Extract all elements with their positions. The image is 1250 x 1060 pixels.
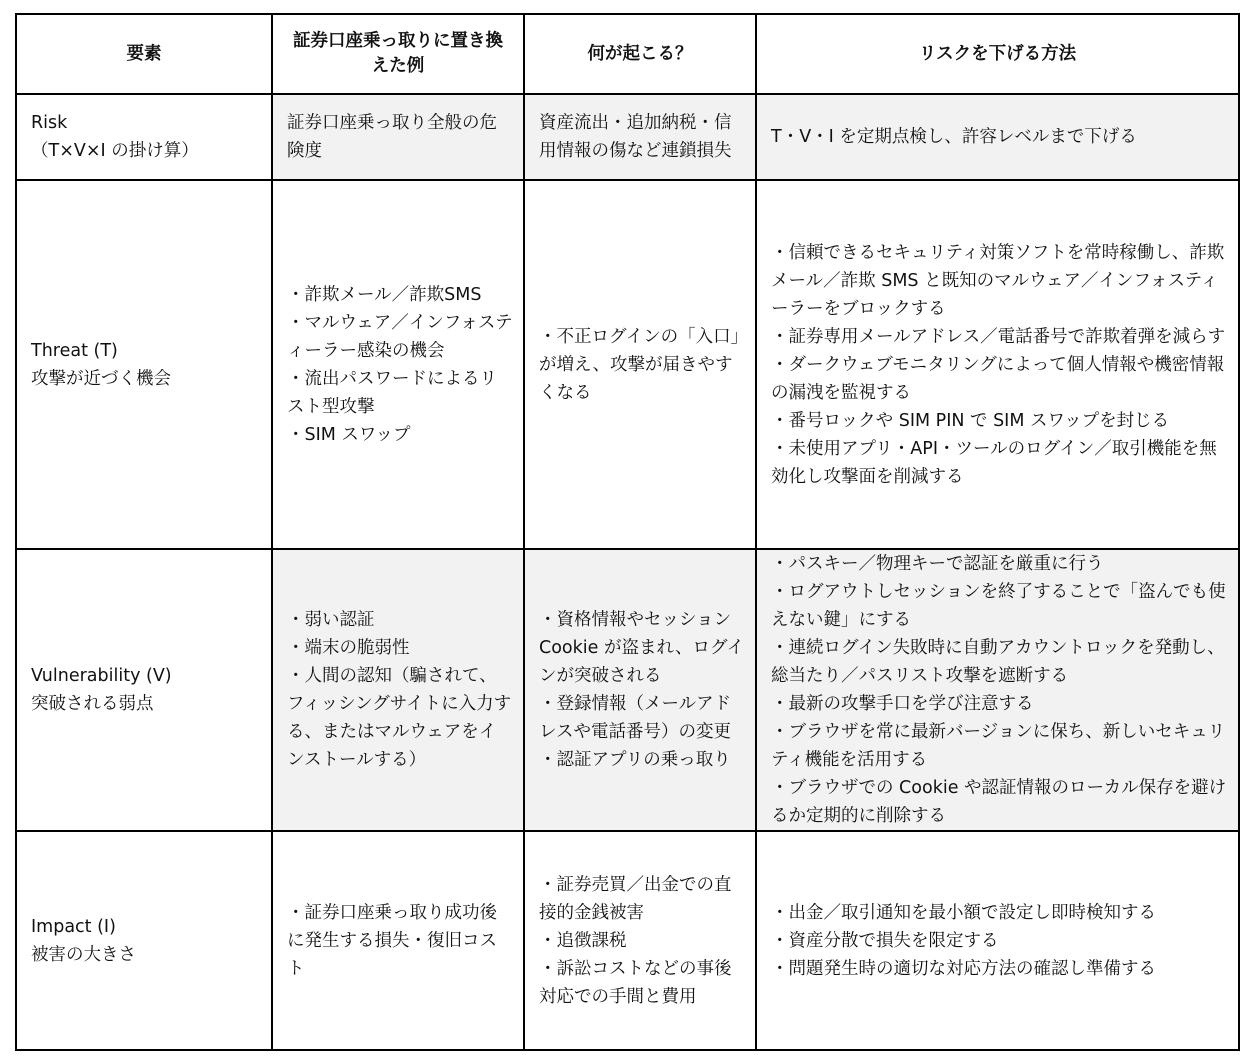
consequence-item: 資産流出・追加納税・信用情報の傷など連鎖損失 — [539, 113, 732, 161]
mitigation-cell — [756, 180, 1239, 549]
header-element: 要素 — [16, 14, 272, 94]
mitigation-cell — [756, 549, 1239, 831]
mitigation-item: ・ログアウトしセッションを終了することで「盗んでも使えない鍵」にする — [771, 582, 1226, 630]
mitigation-item: ・パスキー／物理キーで認証を厳重に行う — [771, 554, 1104, 574]
example-item: ・流出パスワードによるリスト型攻撃 — [287, 368, 497, 417]
consequence-item: ・訴訟コストなどの事後対応での手間と費用 — [539, 958, 732, 1007]
mitigation-item: ・問題発生時の適切な対応方法の確認し準備する — [771, 958, 1156, 979]
example-item: ・人間の認知（騙されて、フィッシングサイトに入力する、またはマルウェアをインストールする） — [287, 666, 512, 770]
element-description: （T×V×I の掛け算） — [31, 141, 199, 161]
example-cell — [272, 549, 524, 831]
header-consequence: 何が起こる？ — [524, 14, 756, 94]
consequence-cell — [524, 831, 756, 1050]
mitigation-item: ・出金／取引通知を最小額で設定し即時検知する — [771, 902, 1156, 923]
risk-table — [15, 13, 1240, 1051]
consequence-cell — [524, 94, 756, 180]
example-item: ・詐欺メール／詐欺SMS — [287, 284, 482, 305]
mitigation-item: ・連続ログイン失敗時に自動アカウントロックを発動し、総当たり／パスリスト攻撃を遮断する — [771, 638, 1225, 686]
header-example: 証券口座乗っ取りに置き換えた例 — [272, 14, 524, 94]
header-mitigation: リスクを下げる方法 — [756, 14, 1239, 94]
consequence-item: ・不正ログインの「入口」が増え、攻撃が届きやすくなる — [539, 326, 740, 403]
mitigation-item: ・最新の攻撃手口を学び注意する — [771, 694, 1034, 714]
mitigation-item: ・信頼できるセキュリティ対策ソフトを常時稼働し、詐欺メール／詐欺 SMS と既知のマルウェア／インフォスティーラーをブロックする — [771, 242, 1225, 319]
element-name: Vulnerability (V) — [31, 666, 172, 686]
example-cell — [272, 180, 524, 549]
example-item: ・マルウェア／インフォスティーラー感染の機会 — [287, 312, 513, 361]
table-row-vulnerability — [16, 549, 1239, 831]
example-item: ・証券口座乗っ取り成功後に発生する損失・復旧コスト — [287, 902, 497, 979]
mitigation-item: ・番号ロックや SIM PIN で SIM スワップを封じる — [771, 410, 1170, 431]
consequence-item: ・追徴課税 — [539, 930, 627, 951]
mitigation-item: ・ブラウザでの Cookie や認証情報のローカル保存を避けるか定期的に削除する — [771, 778, 1227, 826]
consequence-item: ・資格情報やセッション Cookie が盗まれ、ログインが突破される — [539, 610, 745, 686]
element-description: 被害の大きさ — [31, 944, 136, 965]
mitigation-item: ・未使用アプリ・API・ツールのログイン／取引機能を無効化し攻撃面を削減する — [771, 438, 1217, 487]
example-item: ・SIM スワップ — [287, 424, 411, 445]
consequence-item: ・認証アプリの乗っ取り — [539, 750, 731, 770]
mitigation-item: ・証券専用メールアドレス／電話番号で詐欺着弾を減らす — [771, 326, 1226, 347]
element-name: Threat (T) — [31, 340, 118, 361]
element-cell — [16, 180, 272, 549]
example-cell — [272, 94, 524, 180]
mitigation-item: T・V・I を定期点検し、許容レベルまで下げる — [771, 127, 1137, 147]
mitigation-cell — [756, 831, 1239, 1050]
element-cell — [16, 94, 272, 180]
element-description: 突破される弱点 — [31, 694, 154, 714]
example-item: ・端末の脆弱性 — [287, 638, 410, 658]
consequence-item: ・登録情報（メールアドレスや電話番号）の変更 — [539, 694, 732, 742]
consequence-item: ・証券売買／出金での直接的金銭被害 — [539, 874, 732, 923]
example-item: 証券口座乗っ取り全般の危険度 — [287, 113, 497, 161]
element-name: Risk — [31, 113, 68, 133]
element-cell — [16, 831, 272, 1050]
table-row-impact — [16, 831, 1239, 1050]
element-name: Impact (I) — [31, 916, 116, 937]
element-cell — [16, 549, 272, 831]
mitigation-item: ・資産分散で損失を限定する — [771, 930, 999, 951]
example-cell — [272, 831, 524, 1050]
element-description: 攻撃が近づく機会 — [31, 368, 171, 389]
mitigation-item: ・ダークウェブモニタリングによって個人情報や機密情報の漏洩を監視する — [771, 354, 1225, 403]
consequence-cell — [524, 180, 756, 549]
mitigation-cell — [756, 94, 1239, 180]
mitigation-item: ・ブラウザを常に最新バージョンに保ち、新しいセキュリティ機能を活用する — [771, 722, 1226, 770]
consequence-cell — [524, 549, 756, 831]
example-item: ・弱い認証 — [287, 610, 375, 630]
table-row-threat — [16, 180, 1239, 549]
table-header-row — [16, 14, 1239, 94]
table-row-risk — [16, 94, 1239, 180]
